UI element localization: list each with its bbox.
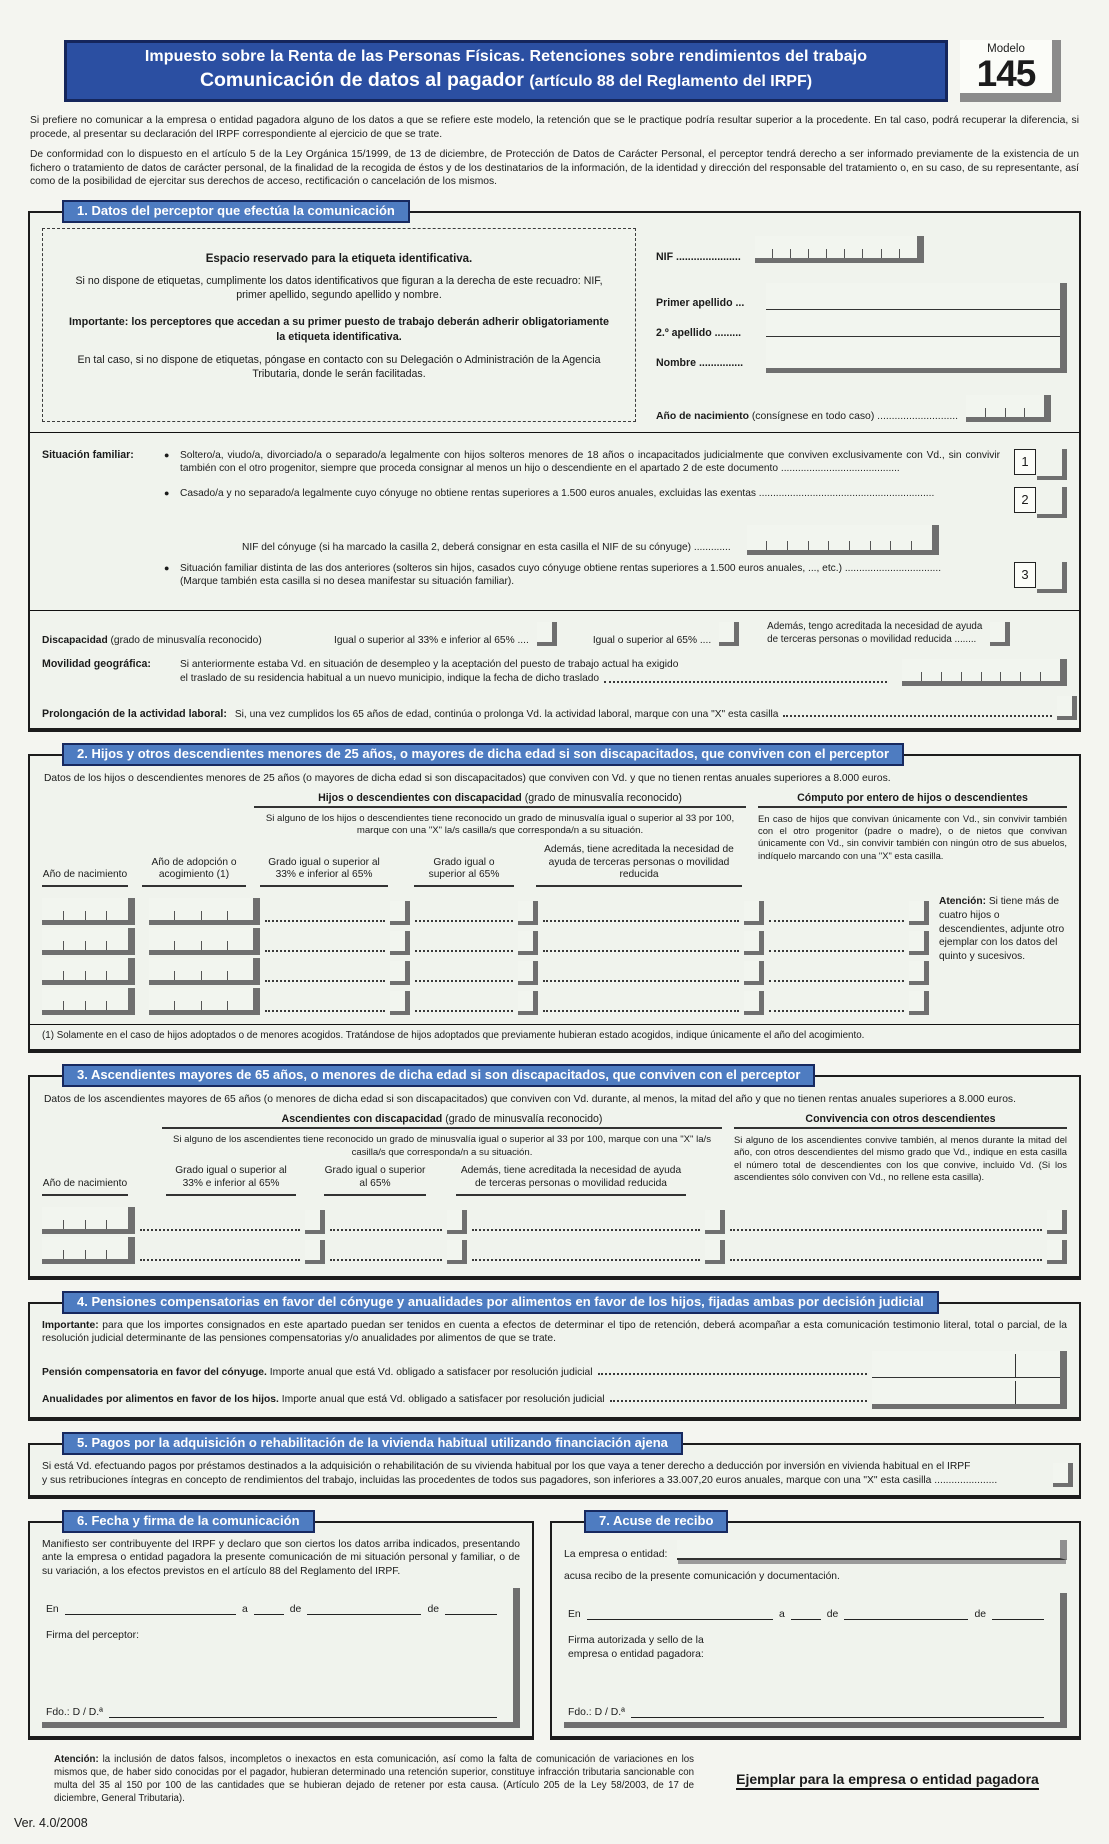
discapacidad-ayuda-label: Además, tengo acreditada la necesidad de ayuda de terceras personas o movilidad reducida ........ <box>767 620 983 645</box>
group-convivencia-sub: Si alguno de los ascendientes convive también, al menos durante la mitad del año, con otros descendientes del mismo grado que Vd., indique en esta casilla el número total de descendientes con los que convive, incluido Vd. (Si los ascendientes sólo conviven con Vd., no rellene esta casilla). <box>734 1134 1067 1182</box>
comb-cell <box>85 911 107 920</box>
section6-fdo-line: Fdo.: D / D.ª <box>46 1705 503 1718</box>
hijo1-ayuda-checkbox[interactable] <box>744 901 764 925</box>
comb-cell <box>808 541 829 550</box>
intro-paragraph-1: Si prefiere no comunicar a la empresa o entidad pagadora alguno de los datos a que se refiere este modelo, la retención que se le practique podría resultar superior a la procedente. En tal caso, podrá recuperar la diferencia, si procede, al presentar su declaración del IRPF correspondiente al ejercicio de que se trate. <box>30 115 1079 140</box>
section4-title: 4. Pensiones compensatorias en favor del cónyuge y anualidades por alimentos en favor de los hijos, fijadas ambas por decisión judicial <box>62 1291 939 1314</box>
section7-title: 7. Acuse de recibo <box>584 1510 728 1533</box>
section2 <box>28 745 1081 1053</box>
comb-cell <box>63 1001 85 1010</box>
comb-cell <box>63 971 85 980</box>
etiqueta-important: Importante: los perceptores que accedan a su primer puesto de trabajo deberán adherir obligatoriamente la etiqueta identificativa. <box>69 316 609 344</box>
comb-cell <box>1020 672 1040 681</box>
hijo2-computo-checkbox[interactable] <box>909 931 929 955</box>
comb-cell <box>921 672 941 681</box>
hijo1-anio-nacimiento-input[interactable] <box>42 898 135 925</box>
comb-cell <box>63 1220 85 1229</box>
nif-label: NIF ...................... <box>656 250 741 263</box>
comb-cell <box>174 911 200 920</box>
hijo4-computo-checkbox[interactable] <box>909 991 929 1015</box>
group-computo-title: Cómputo por entero de hijos o descendientes <box>758 792 1067 808</box>
col-grado-65: Grado igual o superior al 65% <box>414 857 514 888</box>
comb-cell <box>149 941 174 950</box>
group-asc-discapacidad-title: Ascendientes con discapacidad (grado de minusvalía reconocido) <box>162 1113 722 1129</box>
empresa-line: La empresa o entidad: <box>564 1540 1067 1560</box>
decimal-separator <box>1015 1354 1016 1377</box>
comb-cell <box>149 1001 174 1010</box>
comb-cell <box>747 541 767 550</box>
casilla-2-field[interactable] <box>1014 487 1067 518</box>
etiqueta-title: Espacio reservado para la etiqueta identificativa. <box>205 252 473 265</box>
apellido2-label: 2.º apellido ......... <box>656 326 742 339</box>
comb-cell <box>766 541 787 550</box>
col-anio-adopcion: Año de adopción o acogimiento (1) <box>142 857 246 888</box>
asc1-ayuda-checkbox[interactable] <box>705 1210 725 1234</box>
vivienda-checkbox[interactable] <box>1053 1463 1073 1487</box>
fdo-nombre-input[interactable] <box>109 1705 497 1718</box>
casilla-2-input[interactable] <box>1037 487 1067 518</box>
col-grado-33: Grado igual o superior al 33% e inferior al 65% <box>166 1165 296 1196</box>
comb-cell <box>201 971 227 980</box>
situacion-opcion3-note: (Marque también esta casilla si no desea manifestar su situación familiar). <box>180 576 515 588</box>
comb-cell <box>227 1001 253 1010</box>
hijo2-grado33-checkbox[interactable] <box>390 931 410 955</box>
bullet-icon: ● <box>164 449 170 460</box>
hijo4-grado65-checkbox[interactable] <box>518 991 538 1015</box>
section1-title: 1. Datos del perceptor que efectúa la comunicación <box>62 200 410 223</box>
hijo3-computo-checkbox[interactable] <box>909 961 929 985</box>
section6 <box>28 1513 534 1740</box>
discapacidad-hint: (grado de minusvalía reconocido) <box>107 635 262 647</box>
comb-cell <box>63 941 85 950</box>
group-convivencia-title: Convivencia con otros descendientes <box>734 1113 1067 1129</box>
asc2-anio-nacimiento-input[interactable] <box>42 1237 135 1264</box>
group-discapacidad-title: Hijos o descendientes con discapacidad (grado de minusvalía reconocido) <box>254 792 746 808</box>
section6-firma-area <box>42 1588 520 1728</box>
hijo3-ayuda-checkbox[interactable] <box>744 961 764 985</box>
comb-cell <box>1000 672 1020 681</box>
nif-input[interactable] <box>755 236 924 263</box>
section5 <box>28 1435 1081 1499</box>
comb-cell <box>899 249 917 258</box>
comb-cell <box>85 1250 107 1259</box>
atencion-note: Atención: Si tiene más de cuatro hijos o descendientes, adjunte otro ejemplar con los datos del quinto y sucesivos. <box>939 896 1065 963</box>
lugar-input[interactable] <box>65 1602 236 1615</box>
comb-cell <box>106 1001 128 1010</box>
comb-cell <box>106 1220 128 1229</box>
comb-cell <box>966 408 985 417</box>
section5-title: 5. Pagos por la adquisición o rehabilitación de la vivienda habitual utilizando financiación ajena <box>62 1432 683 1455</box>
intro-notes <box>30 114 1079 189</box>
comb-cell <box>227 941 253 950</box>
hijo1-grado33-checkbox[interactable] <box>390 901 410 925</box>
anio-nacimiento-label: Año de nacimiento <box>656 410 749 422</box>
comb-cell <box>85 1001 107 1010</box>
prolongacion-checkbox[interactable] <box>1057 696 1077 720</box>
comb-cell <box>941 672 961 681</box>
asc1-convivencia-checkbox[interactable] <box>1047 1210 1067 1234</box>
discapacidad-label: Discapacidad <box>42 635 108 647</box>
hijo3-grado65-checkbox[interactable] <box>518 961 538 985</box>
comb-cell <box>862 249 880 258</box>
comb-cell <box>174 1001 200 1010</box>
discapacidad-33-label: Igual o superior al 33% e inferior al 65% .... <box>334 635 529 647</box>
name-fields-block <box>766 283 1067 373</box>
comb-cell <box>106 971 128 980</box>
hijo3-grado33-checkbox[interactable] <box>390 961 410 985</box>
hijo3-anio-adopcion-input[interactable] <box>149 958 260 985</box>
comb-cell <box>42 911 63 920</box>
situacion-opcion2-text: Casado/a y no separado/a legalmente cuyo cónyuge no obtiene rentas superiores a 1.500 euros anuales, excluidas las exentas .............................................................. <box>180 487 935 499</box>
ascendiente-row-2 <box>42 1234 1067 1264</box>
nombre-input[interactable] <box>766 337 1060 363</box>
divider <box>30 610 1079 611</box>
anualidades-hijos-importe-input[interactable] <box>872 1378 1060 1404</box>
nombre-label: Nombre ............... <box>656 356 744 369</box>
comb-cell <box>1024 408 1044 417</box>
hijo1-computo-checkbox[interactable] <box>909 901 929 925</box>
form-title-main: Comunicación de datos al pagador <box>199 69 530 91</box>
comb-cell <box>42 941 63 950</box>
col-ayuda: Además, tiene acreditada la necesidad de ayuda de terceras personas o movilidad reducida <box>536 844 742 887</box>
hijo4-ayuda-checkbox[interactable] <box>744 991 764 1015</box>
section7-fdo-line: Fdo.: D / D.ª <box>568 1705 1050 1718</box>
etiqueta-text-2: En tal caso, si no dispone de etiquetas, póngase en contacto con su Delegación o Administración de la Agencia Tributaria, donde le serán facilitadas. <box>77 353 601 380</box>
prolongacion-text: Si, una vez cumplidos los 65 años de edad, continúa o prolonga Vd. la actividad laboral, marque con una "X" esta casilla <box>234 708 779 720</box>
etiqueta-text-1: Si no dispone de etiquetas, cumplimente los datos identificativos que figuran a la derecha de este recuadro: NIF, primer apellido, segundo apellido y nombre. <box>75 274 603 302</box>
asc2-grado65-checkbox[interactable] <box>447 1240 467 1264</box>
lugar-input[interactable] <box>587 1607 773 1620</box>
comb-cell <box>890 541 911 550</box>
comb-cell <box>42 1250 63 1259</box>
asc1-grado65-checkbox[interactable] <box>447 1210 467 1234</box>
section1 <box>28 202 1081 732</box>
label-reserved-box <box>42 228 636 422</box>
section3 <box>28 1067 1081 1279</box>
apellido2-input[interactable] <box>766 310 1060 337</box>
mes-input[interactable] <box>307 1602 421 1615</box>
casilla-3-field[interactable] <box>1014 562 1067 593</box>
comb-cell <box>772 249 790 258</box>
firma-empresa-label: Firma autorizada y sello de la empresa o entidad pagadora: <box>568 1635 704 1660</box>
anio-nacimiento-hint: (consígnese en todo caso) ............................ <box>748 410 959 422</box>
comb-cell <box>826 249 844 258</box>
hijo-row-1 <box>42 895 929 925</box>
comb-cell <box>844 249 862 258</box>
comb-cell <box>981 672 1001 681</box>
comb-cell <box>63 911 85 920</box>
comb-cell <box>201 911 227 920</box>
modelo-label: Modelo <box>987 43 1025 55</box>
comb-cell <box>85 941 107 950</box>
group-asc-discapacidad-sub: Si alguno de los ascendientes tiene reconocido un grado de minusvalía igual o superior al 33 por 100, marque con una "X" la/s casilla/s que corresponda/n a su situación. <box>172 1134 711 1158</box>
pension-conyuge-importe-input[interactable] <box>872 1351 1060 1378</box>
discapacidad-33-checkbox[interactable] <box>537 622 557 646</box>
firma-empresa-area[interactable] <box>568 1661 1050 1701</box>
comb-cell <box>149 911 174 920</box>
situacion-familiar-label: Situación familiar: <box>42 448 134 461</box>
anio-nacimiento-input[interactable] <box>966 395 1051 422</box>
ejemplar-note: Ejemplar para la empresa o entidad pagadora <box>694 1771 1081 1789</box>
section5-text: Si está Vd. efectuando pagos por préstamos destinados a la adquisición o rehabilitación de su vivienda habitual por los que vaya a tener derecho a deducción por inversión en vivienda habitual en el IRPF y sus retribuciones íntegras en concepto de rendimientos del trabajo, incluidas las procedentes de todos sus pagadores, son inferiores a 33.007,20 euros anuales, marque con una "X" esta casilla ...................... <box>42 1461 998 1486</box>
section3-intro: Datos de los ascendientes mayores de 65 años (o menores de dicha edad si son discapacitados) que conviven con Vd. durante, al menos, la mitad del año y que no tienen rentas anuales superiores a 8.000 euros. <box>44 1094 1016 1106</box>
decimal-separator <box>1015 1381 1016 1404</box>
mes-input[interactable] <box>844 1607 968 1620</box>
bullet-icon: ● <box>164 562 170 573</box>
casilla-2-numero: 2 <box>1014 487 1036 513</box>
comb-cell <box>849 541 870 550</box>
comb-cell <box>106 1250 128 1259</box>
form-header <box>64 40 1061 102</box>
version-label: Ver. 4.0/2008 <box>14 1815 88 1830</box>
section4-importante: Importante: para que los importes consignados en este apartado puedan ser tenidos en cuenta a efectos de determinar el tipo de retención, deberá acompañar a esta comunicación testimonio literal, total o parcial, de la resolución judicial determinante de las pensiones compensatorias y/o anualidades por alimentos de que se trate. <box>42 1319 1067 1344</box>
discapacidad-65-label: Igual o superior al 65% .... <box>592 635 712 647</box>
asc1-grado33-checkbox[interactable] <box>305 1210 325 1234</box>
dia-input[interactable] <box>254 1602 284 1615</box>
importes-block <box>872 1351 1067 1409</box>
comb-cell <box>1040 672 1060 681</box>
asc2-ayuda-checkbox[interactable] <box>705 1240 725 1264</box>
divider <box>30 432 1079 433</box>
modelo-box <box>960 40 1061 102</box>
form-title-line1: Impuesto sobre la Renta de las Personas Físicas. Retenciones sobre rendimientos del trabajo <box>144 48 868 65</box>
dia-input[interactable] <box>791 1607 821 1620</box>
leader-dots <box>598 1373 867 1375</box>
comb-cell <box>42 971 63 980</box>
pension-conyuge-row: Pensión compensatoria en favor del cónyuge. Importe anual que está Vd. obligado a satisfacer por resolución judicial <box>42 1351 872 1378</box>
comb-cell <box>106 941 128 950</box>
comb-cell <box>790 249 808 258</box>
section2-intro: Datos de los hijos o descendientes menores de 25 años (o mayores de dicha edad si son discapacitados) que conviven con Vd. y que no tienen rentas anuales superiores a 8.000 euros. <box>44 772 891 784</box>
comb-cell <box>911 541 932 550</box>
casilla-3-numero: 3 <box>1014 562 1036 588</box>
section6-declaracion: Manifiesto ser contribuyente del IRPF y declaro que son ciertos los datos arriba indicados, presentando ante la empresa o entidad pagadora la presente comunicación de mi situación personal y familiar, o de su variación, a los efectos previstos en el artículo 88 del Reglamento del IRPF. <box>42 1539 520 1577</box>
hijo-row-2 <box>42 925 929 955</box>
asc2-grado33-checkbox[interactable] <box>305 1240 325 1264</box>
comb-cell <box>985 408 1005 417</box>
intro-paragraph-2: De conformidad con lo dispuesto en el artículo 5 de la Ley Orgánica 15/1999, de 13 de diciembre, de Protección de Datos de Carácter Personal, el perceptor tendrá derecho a ser informado previamente de la existencia de un fichero o tratamiento de datos de carácter personal, de la finalidad de la recogida de éstos y de los destinatarios de la información, de la identidad y dirección del responsable del tratamiento o, en su caso, de su representante, así como de la posibilidad de ejercitar sus derechos de acceso, rectificación o cancelación de los mismos. <box>30 149 1079 188</box>
comb-cell <box>85 1220 107 1229</box>
section7-fecha-line: En a de de <box>568 1607 1050 1620</box>
situacion-opcion1-text: Soltero/a, viudo/a, divorciado/a o separado/a legalmente con hijos solteros menores de 18 años o incapacitados judicialmente que conviven exclusivamente con Vd., sin convivir también con el otro progenitor, siempre que proceda consignar al menos un hijo o descendiente en el apartado 2 de este documento .......................................... <box>180 449 1000 475</box>
discapacidad-ayuda-checkbox[interactable] <box>990 622 1010 646</box>
casilla-1-input[interactable] <box>1037 449 1067 480</box>
form-title-sub: (artículo 88 del Reglamento del IRPF) <box>529 73 813 90</box>
footer-atencion: Atención: la inclusión de datos falsos, incompletos o inexactos en esta comunicación, así como la falta de comunicación de variaciones en los mismos que, de haber sido conocidas por el pagador, hubieran determinado una retención superior, constituye infracción tributaria sancionable con multa del 35 al 150 por 100 de las cantidades que se hubieran dejado de retener por esta causa. (Artículo 205 de la Ley 58/2003, de 17 de diciembre, General Tributaria). <box>54 1754 694 1804</box>
section6-fecha-line: En a de de <box>46 1602 503 1615</box>
comb-cell <box>828 541 849 550</box>
col-grado-65: Grado igual o superior al 65% <box>324 1165 426 1196</box>
ascendiente-row-1 <box>42 1204 1067 1234</box>
section3-title: 3. Ascendientes mayores de 65 años, o menores de dicha edad si son discapacitados, que conviven con el perceptor <box>62 1064 815 1087</box>
form-title-banner <box>64 40 948 102</box>
bullet-icon: ● <box>164 487 170 498</box>
comb-cell <box>201 941 227 950</box>
hijo1-anio-adopcion-input[interactable] <box>149 898 260 925</box>
movilidad-label: Movilidad geográfica: <box>42 658 151 671</box>
hijo4-anio-adopcion-input[interactable] <box>149 988 260 1015</box>
asc2-convivencia-checkbox[interactable] <box>1047 1240 1067 1264</box>
fdo-nombre-input[interactable] <box>631 1705 1044 1718</box>
nif-conyuge-input[interactable] <box>747 525 939 555</box>
acusa-recibo-text: acusa recibo de la presente comunicación y documentación. <box>564 1571 840 1583</box>
comb-cell <box>149 971 174 980</box>
hijo2-anio-nacimiento-input[interactable] <box>42 928 135 955</box>
section2-title: 2. Hijos y otros descendientes menores de 25 años, o mayores de dicha edad si son discapacitados, que conviven con el perceptor <box>62 743 904 766</box>
anio-input[interactable] <box>445 1602 497 1615</box>
firma-perceptor-label: Firma del perceptor: <box>46 1630 139 1642</box>
asc1-anio-nacimiento-input[interactable] <box>42 1207 135 1234</box>
leader-dots <box>604 681 887 683</box>
casilla-1-field[interactable] <box>1014 449 1067 480</box>
comb-cell <box>227 911 253 920</box>
comb-cell <box>902 672 921 681</box>
hijo3-anio-nacimiento-input[interactable] <box>42 958 135 985</box>
apellido1-label: Primer apellido ... <box>656 296 745 309</box>
hijo2-anio-adopcion-input[interactable] <box>149 928 260 955</box>
col-ayuda: Además, tiene acreditada la necesidad de ayuda de terceras personas o movilidad reducida <box>456 1165 686 1196</box>
hijo-row-4 <box>42 985 929 1015</box>
comb-cell <box>227 971 253 980</box>
comb-cell <box>755 249 772 258</box>
group-discapacidad-sub: Si alguno de los hijos o descendientes tiene reconocido un grado de minusvalía igual o superior al 33 por 100, marque con una "X" la/s casilla/s que corresponda/n a su situación. <box>265 812 735 837</box>
anio-input[interactable] <box>992 1607 1044 1620</box>
modelo-number: 145 <box>976 53 1036 94</box>
comb-cell <box>870 541 891 550</box>
comb-cell <box>174 941 200 950</box>
casilla-3-input[interactable] <box>1037 562 1067 593</box>
comb-cell <box>787 541 808 550</box>
comb-cell <box>42 1220 63 1229</box>
comb-cell <box>42 1001 63 1010</box>
section6-title: 6. Fecha y firma de la comunicación <box>62 1510 315 1533</box>
group-computo-sub: En caso de hijos que convivan únicamente con Vd., sin convivir también con el otro progenitor (padre o madre), o de nietos que convivan únicamente con Vd., sin convivir también con ningún otro de sus abuelos, indíquelo marcando con una "X" esta casilla. <box>758 812 1067 861</box>
comb-cell <box>1005 408 1025 417</box>
footer <box>28 1754 1081 1805</box>
hijo2-ayuda-checkbox[interactable] <box>744 931 764 955</box>
section2-footnote: (1) Solamente en el caso de hijos adoptados o de menores acogidos. Tratándose de hijos adoptados que previamente hubieran estado acogidos, indique únicamente el año del acogimiento. <box>30 1024 1079 1041</box>
comb-cell <box>174 971 200 980</box>
hijo-row-3 <box>42 955 929 985</box>
form-page <box>14 0 1081 1830</box>
comb-cell <box>881 249 899 258</box>
firma-perceptor-area[interactable] <box>46 1643 503 1701</box>
hijo2-grado65-checkbox[interactable] <box>518 931 538 955</box>
col-anio-nacimiento: Año de nacimiento <box>42 1178 128 1196</box>
hijo1-grado65-checkbox[interactable] <box>518 901 538 925</box>
section7 <box>550 1513 1081 1740</box>
hijo4-anio-nacimiento-input[interactable] <box>42 988 135 1015</box>
col-anio-nacimiento: Año de nacimiento <box>42 869 128 887</box>
prolongacion-label: Prolongación de la actividad laboral: <box>42 707 227 720</box>
discapacidad-65-checkbox[interactable] <box>719 622 739 646</box>
section7-firma-area <box>564 1593 1067 1728</box>
comb-cell <box>106 911 128 920</box>
ascendientes-table <box>42 1204 1067 1264</box>
leader-dots <box>610 1400 867 1402</box>
movilidad-text: Si anteriormente estaba Vd. en situación de desempleo y la aceptación del puesto de trabajo actual ha exigido el traslado de su residencia habitual a un nuevo municipio, indique la fecha de dicho traslado <box>180 658 892 686</box>
comb-cell <box>85 971 107 980</box>
situacion-opcion3-text: Situación familiar distinta de las dos anteriores (solteros sin hijos, casados cuyo cónyuge obtiene rentas superiores a 1.500 euros anuales, ..., etc.) .................................. (Marque también esta casilla si no desea manifestar su situación familiar). <box>180 562 942 588</box>
hijo4-grado33-checkbox[interactable] <box>390 991 410 1015</box>
leader-dots <box>783 715 1052 717</box>
comb-cell <box>63 1250 85 1259</box>
comb-cell <box>201 1001 227 1010</box>
apellido1-input[interactable] <box>766 283 1060 310</box>
anualidades-hijos-row: Anualidades por alimentos en favor de los hijos. Importe anual que está Vd. obligado a satisfacer por resolución judicial <box>42 1378 872 1405</box>
comb-cell <box>808 249 826 258</box>
comb-cell <box>961 672 981 681</box>
col-grado-33: Grado igual o superior al 33% e inferior al 65% <box>260 857 388 888</box>
nif-conyuge-label: NIF del cónyuge (si ha marcado la casilla 2, deberá consignar en esta casilla el NIF de su cónyuge) ............. <box>242 542 731 554</box>
form-title-line2 <box>73 69 939 92</box>
movilidad-fecha-input[interactable] <box>902 659 1067 686</box>
casilla-1-numero: 1 <box>1014 449 1036 475</box>
hijos-table <box>42 895 929 1015</box>
empresa-nombre-input[interactable] <box>677 1540 1067 1560</box>
section4 <box>28 1293 1081 1422</box>
